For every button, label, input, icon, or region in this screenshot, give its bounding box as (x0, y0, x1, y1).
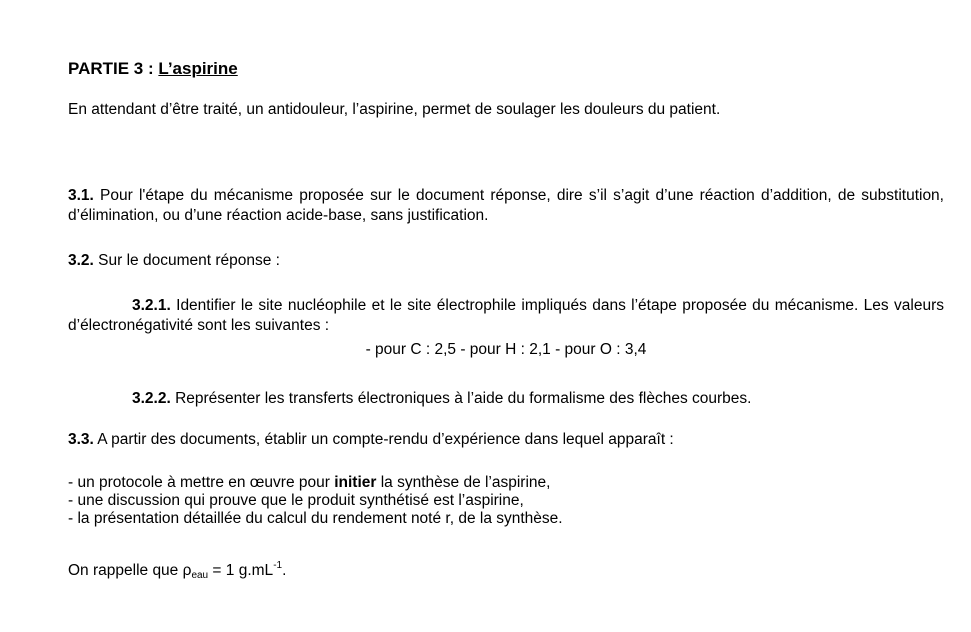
list-item-1-before: - un protocole à mettre en œuvre pour (68, 474, 335, 491)
question-3-1 (68, 186, 944, 226)
question-3-2-2 (132, 390, 751, 408)
question-3-1-number: 3.1. (68, 187, 94, 204)
list-item: - la présentation détaillée du calcul du rendement noté r, de la synthèse. (68, 510, 563, 527)
section-title (68, 59, 238, 79)
reminder-equals: = 1 g.mL (208, 562, 274, 579)
reminder-end: . (282, 562, 287, 579)
question-3-1-text: Pour l'étape du mécanisme proposée sur le document réponse, dire s’il s’agit d’une réaction d’addition, de substitution, d’élimination, ou d’une réaction acide-base, sans justification. (68, 187, 944, 224)
question-3-2-text: Sur le document réponse : (93, 252, 280, 269)
reminder-before: On rappelle que (68, 562, 183, 579)
question-3-2-1-text: Identifier le site nucléophile et le site électrophile impliqués dans l’étape proposée du mécanisme. Les valeurs d’électronégativité sont les suivantes : (68, 297, 944, 334)
section-title-prefix: PARTIE 3 : (68, 59, 159, 78)
question-3-2 (68, 252, 280, 270)
question-3-3-number: 3.3. (68, 431, 94, 448)
question-3-2-1 (68, 296, 944, 336)
question-3-2-2-text: Représenter les transferts électroniques à l’aide du formalisme des flèches courbes. (170, 390, 752, 407)
density-reminder (68, 560, 286, 581)
question-3-2-2-number: 3.2.2. (132, 390, 171, 407)
intro-paragraph: En attendant d’être traité, un antidouleur, l’aspirine, permet de soulager les douleurs du patient. (68, 101, 721, 118)
list-item-1-bold: initier (334, 474, 377, 491)
list-item: - une discussion qui prouve que le produit synthétisé est l’aspirine, (68, 492, 524, 509)
list-item (68, 474, 550, 492)
electronegativity-values: - pour C : 2,5 - pour H : 2,1 - pour O : 3,4 (365, 341, 647, 358)
question-3-3-text: A partir des documents, établir un compte-rendu d’expérience dans lequel apparaît : (93, 431, 674, 448)
question-3-2-number: 3.2. (68, 252, 94, 269)
unit-superscript: -1 (273, 560, 283, 571)
list-item-1-after: la synthèse de l’aspirine, (376, 474, 551, 491)
question-3-2-1-number: 3.2.1. (132, 297, 171, 314)
section-title-subject: L’aspirine (158, 59, 238, 78)
rho-symbol: ρ (182, 562, 192, 579)
question-3-3 (68, 431, 674, 449)
rho-subscript: eau (191, 570, 209, 581)
